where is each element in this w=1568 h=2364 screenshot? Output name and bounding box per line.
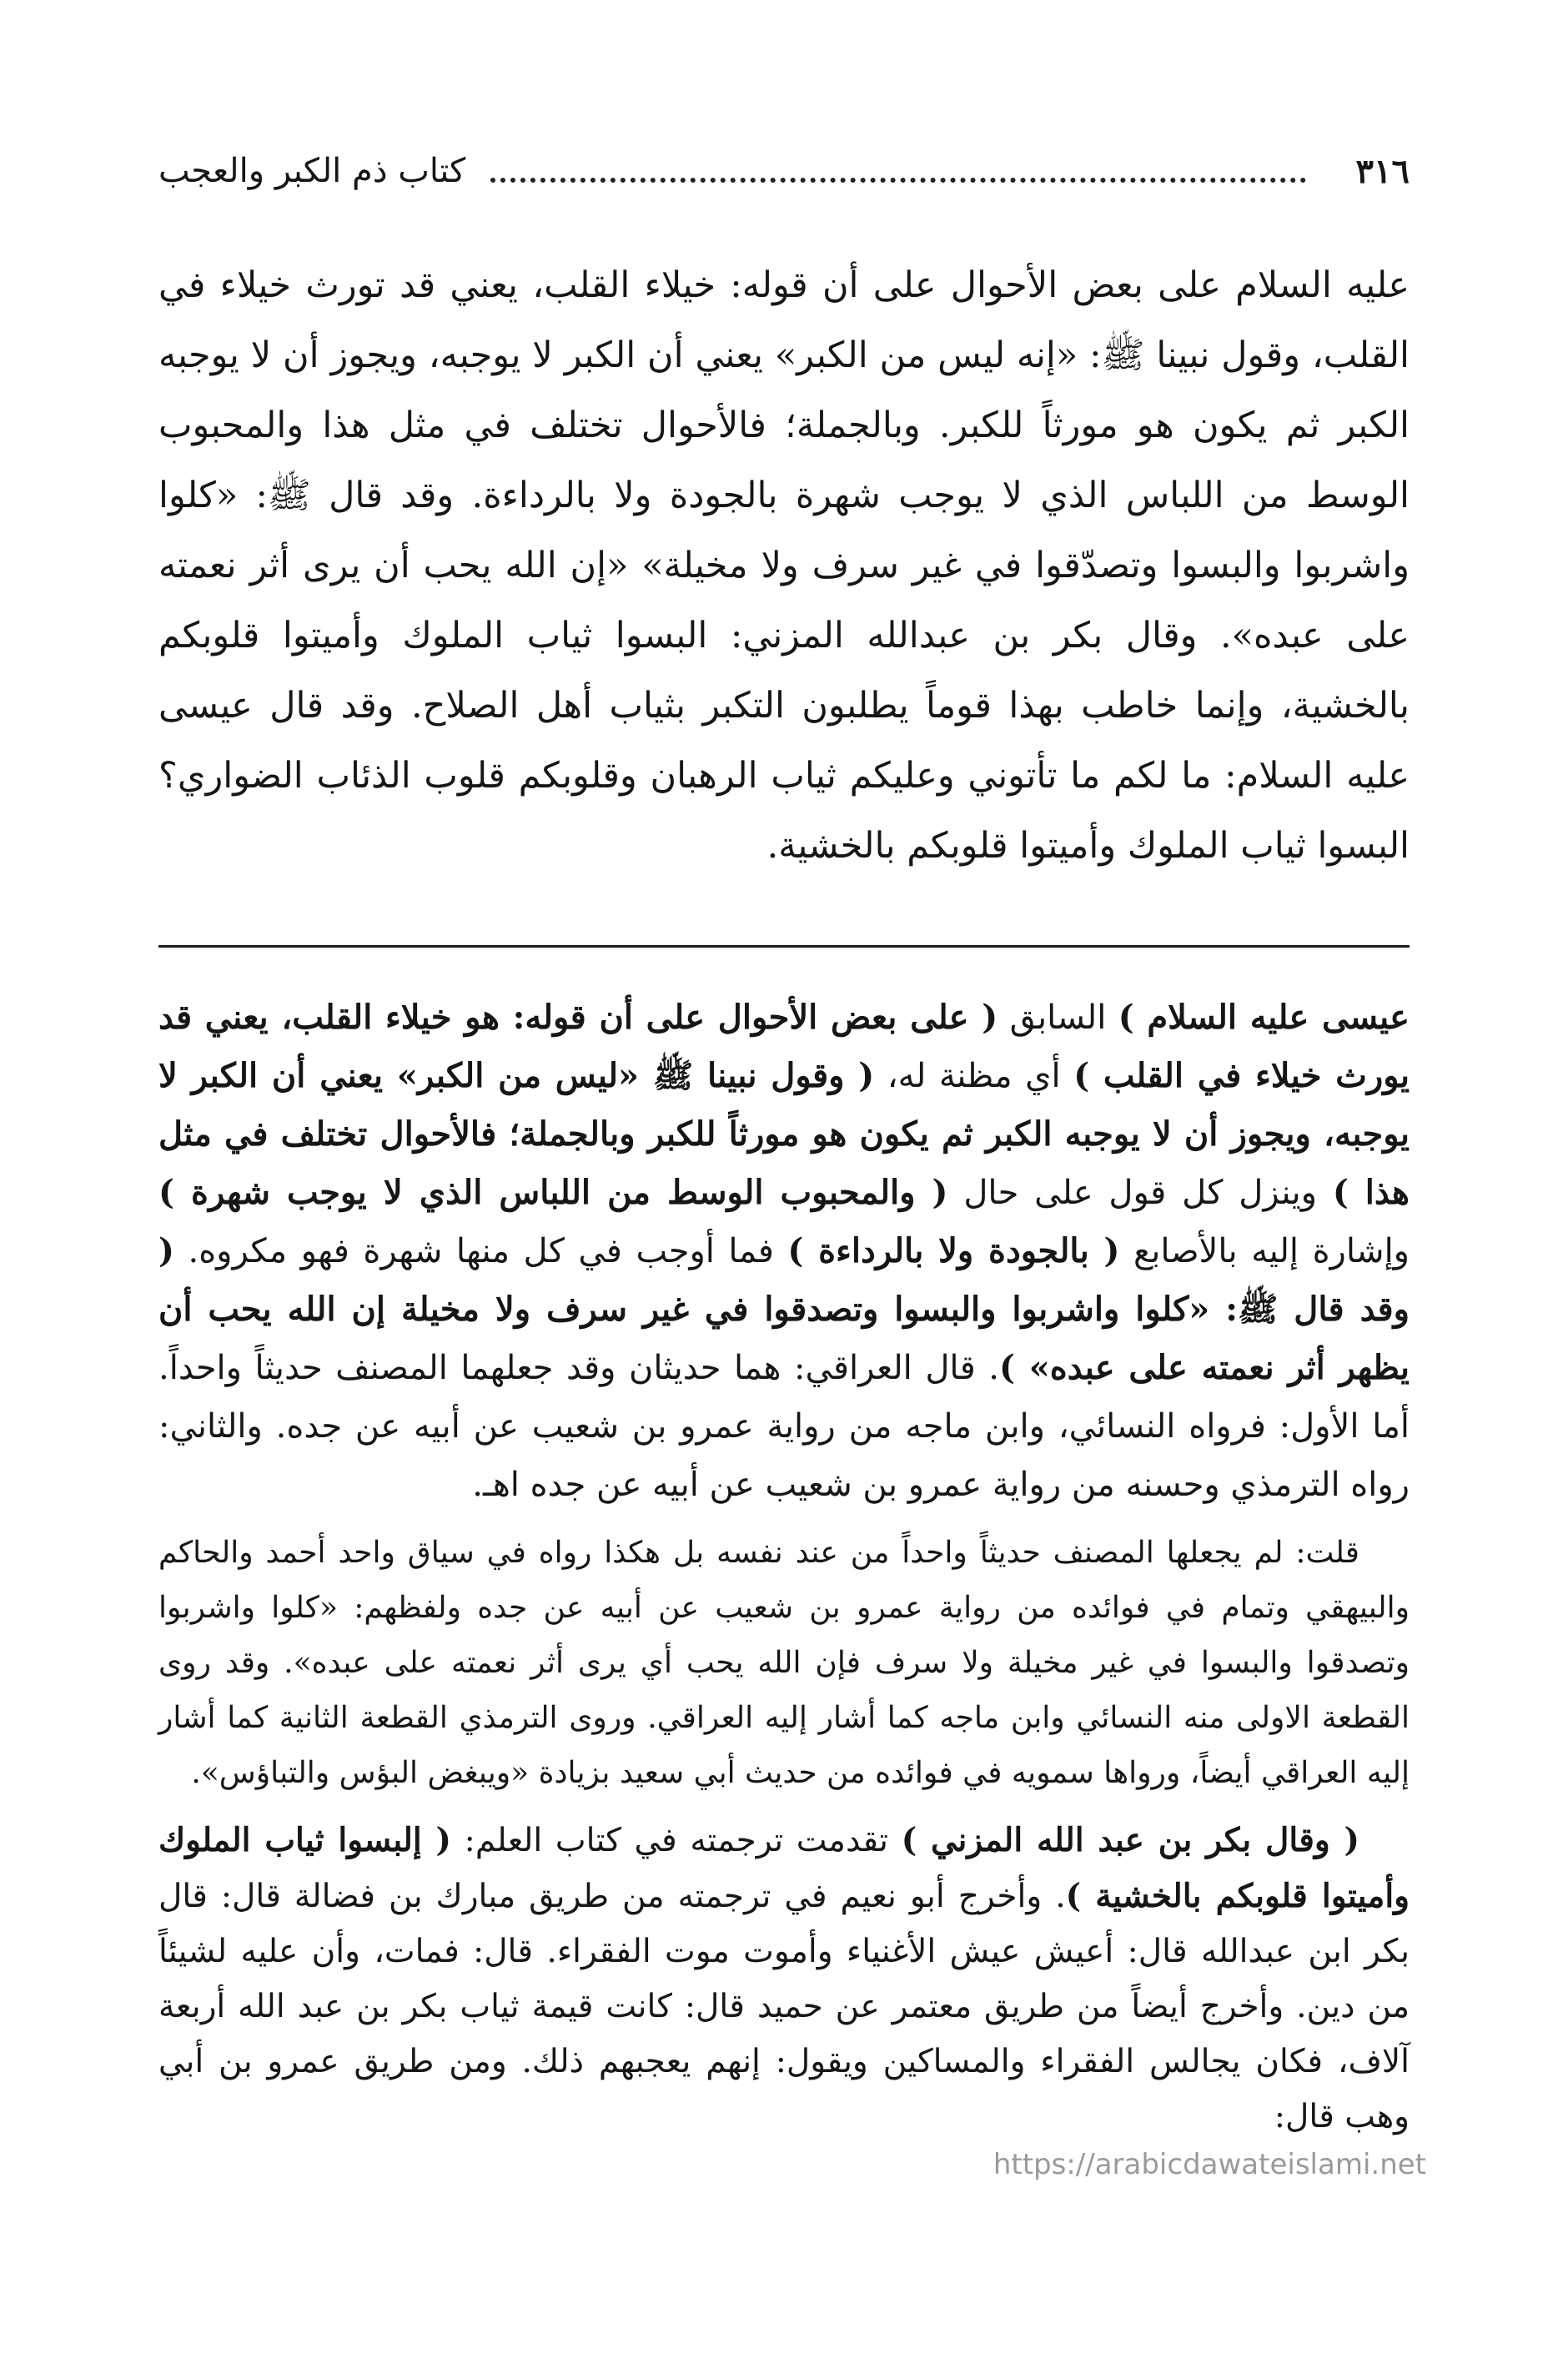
commentary-run: وينزل كل قول على حال (947, 1174, 1333, 1212)
commentary-run: ( وقول نبينا ﷺ «ليس من الكبر» يعني أن الكبر لا يوجبه، ويجوز أن لا يوجبه الكبر ثم يكون هو مورثاً للكبر وبالجملة؛ فالأحوال تختلف في مثل هذا ) (158, 1056, 1410, 1212)
watermark-url: https://arabicdawateislami.net (993, 2148, 1426, 2181)
footnote-separator (158, 945, 1410, 948)
commentary-run: ( وقد قال ﷺ: «كلوا واشربوا والبسوا وتصدقوا في غير سرف ولا مخيلة إن الله يحب أن يظهر أثر نعمته على عبده» ) (158, 1231, 1410, 1387)
commentary-run: ( بالجودة ولا بالرداءة ) (787, 1231, 1120, 1270)
commentary-run: ( إلبسوا ثياب الملوك وأميتوا قلوبكم بالخشية ) (158, 1821, 1410, 1915)
commentary-run: ( وقال بكر بن عبد الله المزني ) (901, 1821, 1359, 1859)
commentary-run: السابق (998, 998, 1118, 1037)
commentary-run: . وأخرج أبو نعيم في ترجمته من طريق مبارك بن فضالة قال: قال بكر ابن عبدالله قال: أعيش عيش الأغنياء وأموت موت الفقراء. قال: فمات، وأن عليه لشيئاً من دين. وأخرج أيضاً من طريق معتمر عن حميد قال: كانت قيمة ثياب بكر بن عبد الله أربعة آلاف، فكان يجالس الفقراء والمساكين ويقول: إنهم يعجبهم ذلك. ومن طريق عمرو بن أبي وهب قال: (158, 1878, 1410, 2135)
main-paragraph: عليه السلام على بعض الأحوال على أن قوله: خيلاء القلب، يعني قد تورث خيلاء في القلب، وقول نبينا ﷺ: «إنه ليس من الكبر» يعني أن الكبر لا يوجبه، ويجوز أن لا يوجبه الكبر ثم يكون هو مورثاً للكبر. وبالجملة؛ فالأحوال تختلف في مثل هذا والمحبوب الوسط من اللباس الذي لا يوجب شهرة بالجودة ولا بالرداءة. وقد قال ﷺ: «كلوا واشربوا والبسوا وتصدّقوا في غير سرف ولا مخيلة» «إن الله يحب أن يرى أثر نعمته على عبده». وقال بكر بن عبدالله المزني: البسوا ثياب الملوك وأميتوا قلوبكم بالخشية، وإنما خاطب بهذا قوماً يطلبون التكبر بثياب أهل الصلاح. وقد قال عيسى عليه السلام: ما لكم ما تأتوني وعليكم ثياب الرهبان وقلوبكم قلوب الذئاب الضواري؟ البسوا ثياب الملوك وأميتوا قلوبكم بالخشية. (158, 264, 1410, 867)
page-number: ٣١٦ (1355, 151, 1410, 191)
commentary-run: . قال العراقي: هما حديثان وقد جعلهما المصنف حديثاً واحداً. أما الأول: فرواه النسائي، وابن ماجه من رواية عمرو بن شعيب عن أبيه عن جده. والثاني: رواه الترمذي وحسنه من رواية عمرو بن شعيب عن أبيه عن جده اهـ. (158, 1349, 1410, 1504)
header-dotted-leader (490, 159, 1305, 183)
commentary (158, 988, 1410, 2156)
commentary-run: أي مظنة له، (874, 1057, 1074, 1095)
commentary-run: ( والمحبوب الوسط من اللباس الذي لا يوجب شهرة ) (158, 1173, 948, 1212)
commentary-run: فما أوجب في كل منها شهرة فهو مكروه. (173, 1232, 788, 1270)
page-header (158, 142, 1410, 200)
commentary-paragraph-2: قلت: لم يجعلها المصنف حديثاً واحداً من عند نفسه بل هكذا رواه في سياق واحد أحمد والحاكم والبيهقي وتمام في فوائده من رواية عمرو بن شعيب عن أبيه عن جده ولفظهم: «كلوا واشربوا وتصدقوا والبسوا في غير مخيلة ولا سرف فإن الله يحب أي يرى أثر نعمته على عبده». وقد روى القطعة الاولى منه النسائي وابن ماجه كما أشار إليه العراقي. وروى الترمذي القطعة الثانية كما أشار إليه العراقي أيضاً، ورواها سمويه في فوائده من حديث أبي سعيد بزيادة «ويبغض البؤس والتباؤس». (158, 1536, 1410, 1790)
commentary-run: وإشارة إليه بالأصابع (1119, 1232, 1410, 1270)
main-text (158, 250, 1410, 881)
book-page (158, 0, 1410, 2364)
commentary-paragraph-3 (158, 1813, 1410, 2145)
commentary-paragraph-1 (158, 988, 1410, 1514)
commentary-run: تقدمت ترجمته في كتاب العلم: (451, 1822, 902, 1859)
commentary-run: ( على بعض الأحوال على أن قوله: هو خيلاء القلب، يعني قد يورث خيلاء في القلب ) (158, 998, 1410, 1095)
commentary-run: عيسى عليه السلام ) (1118, 998, 1410, 1037)
book-title: كتاب ذم الكبر والعجب (158, 152, 466, 190)
